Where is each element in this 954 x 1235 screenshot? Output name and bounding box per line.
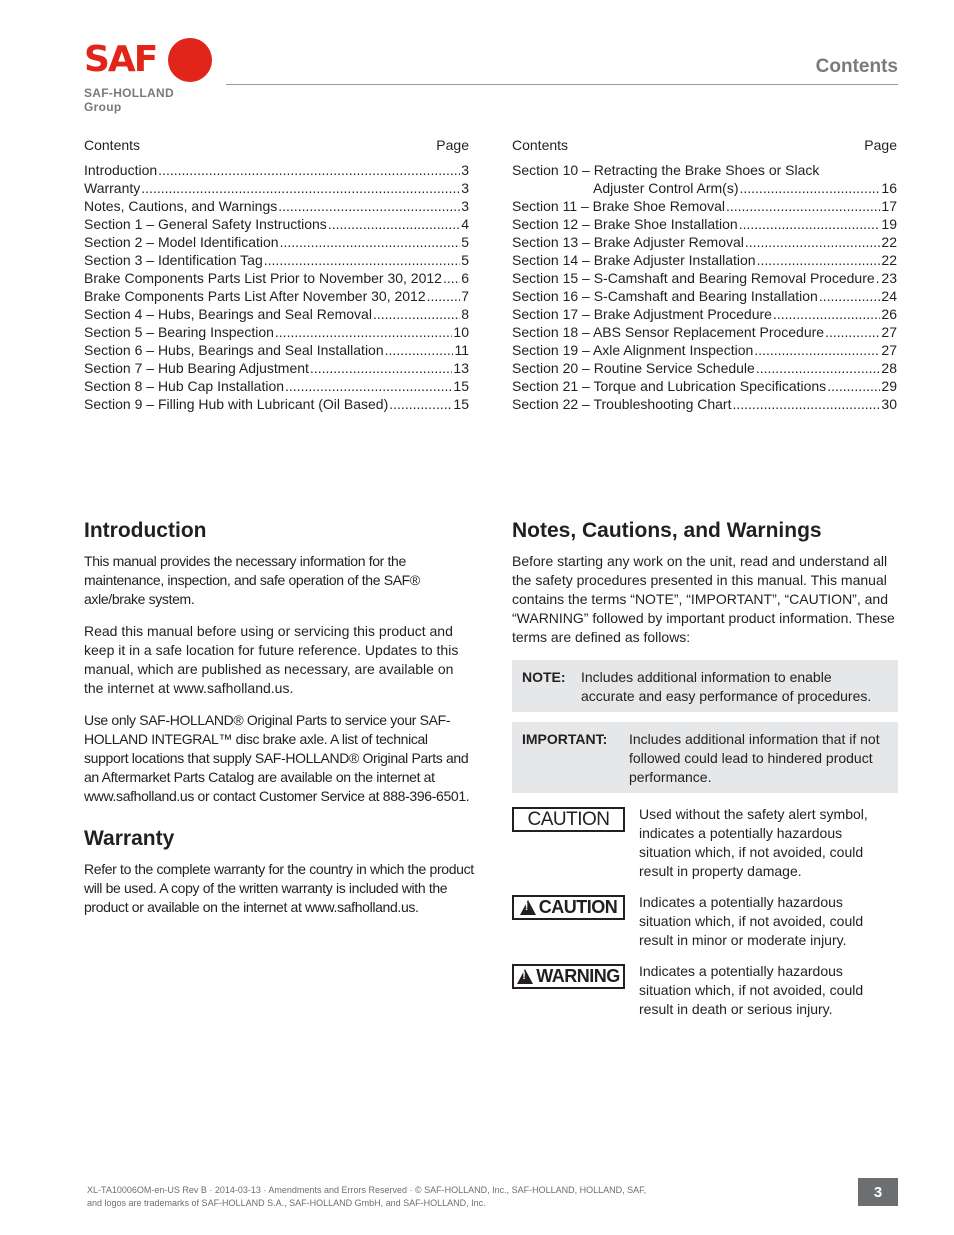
toc-leader-dots <box>754 341 880 359</box>
toc-leader-dots <box>739 215 881 233</box>
toc-leader-dots <box>310 359 453 377</box>
safety-alert-icon <box>517 969 533 984</box>
toc-entry-page: 17 <box>881 198 897 214</box>
toc-entry-label: Section 10 – Retracting the Brake Shoes or Slack <box>512 162 820 178</box>
toc-entry[interactable] <box>512 287 897 305</box>
toc-right <box>512 136 897 413</box>
toc-leader-dots <box>757 251 881 269</box>
toc-entry-label: Brake Components Parts List After November 30, 2012 <box>84 288 426 304</box>
introduction-heading: Introduction <box>84 519 207 542</box>
toc-entry[interactable] <box>84 323 469 341</box>
warning-text: Indicates a potentially hazardous situation which, if not avoided, could result in death or serious injury. <box>639 963 864 1017</box>
caution-alert-label: CAUTION <box>538 897 618 917</box>
toc-entry[interactable] <box>84 359 469 377</box>
toc-entry-page: 8 <box>461 306 469 322</box>
toc-leader-dots <box>756 359 881 377</box>
caution-alert-text: Indicates a potentially hazardous situation which, if not avoided, could result in minor or moderate injury. <box>639 894 864 948</box>
toc-leader-dots <box>876 269 881 287</box>
toc-entry[interactable] <box>512 359 897 377</box>
toc-entry[interactable] <box>84 287 469 305</box>
toc-entry-label: Section 21 – Torque and Lubrication Specifications <box>512 378 827 394</box>
toc-leader-dots <box>739 179 880 197</box>
important-callout <box>512 722 898 793</box>
toc-entry[interactable] <box>84 179 469 197</box>
toc-leader-dots <box>285 377 452 395</box>
toc-entry-label: Section 14 – Brake Adjuster Installation <box>512 252 756 268</box>
toc-entry-label: Notes, Cautions, and Warnings <box>84 198 278 214</box>
toc-left-header <box>84 136 469 154</box>
toc-entry-page: 3 <box>461 198 469 214</box>
toc-leader-dots <box>773 305 880 323</box>
page-number: 3 <box>858 1178 898 1206</box>
toc-entry-label: Section 3 – Identification Tag <box>84 252 263 268</box>
caution-plain-label: CAUTION <box>527 809 610 830</box>
toc-entry[interactable] <box>512 305 897 323</box>
logo-wordmark: SAF <box>84 39 157 80</box>
toc-entry-label: Section 1 – General Safety Instructions <box>84 216 327 232</box>
toc-entry[interactable] <box>84 395 469 413</box>
important-text: Includes additional information that if not followed could lead to hindered product performance. <box>629 731 880 785</box>
caution-plain-badge <box>512 807 625 832</box>
toc-entry-label: Section 11 – Brake Shoe Removal <box>512 198 725 214</box>
toc-entry[interactable] <box>512 269 897 287</box>
toc-leader-dots <box>827 377 880 395</box>
toc-entry[interactable] <box>512 215 897 233</box>
toc-entry-label: Section 8 – Hub Cap Installation <box>84 378 285 394</box>
toc-right-header-label: Contents <box>512 137 569 153</box>
caution-alert-badge <box>512 895 625 920</box>
toc-entry-label: Section 2 – Model Identification <box>84 234 279 250</box>
toc-entry-page: 29 <box>881 378 897 394</box>
toc-entry-label: Section 22 – Troubleshooting Chart <box>512 396 732 412</box>
page-title: Contents <box>815 56 898 77</box>
toc-entry-page: 23 <box>881 270 897 286</box>
toc-entry[interactable] <box>84 161 469 179</box>
footer-line-2: and logos are trademarks of SAF-HOLLAND S.A., SAF-HOLLAND GmbH, and SAF-HOLLAND, Inc. <box>87 1198 486 1208</box>
toc-entry[interactable] <box>512 197 897 215</box>
toc-entry-continuation[interactable] <box>512 179 897 197</box>
footer-line-1: XL-TA10006OM-en-US Rev B · 2014-03-13 · Amendments and Errors Reserved · © SAF-HOLLAND, Inc., SAF-HOLLAND, HOLLAND, SAF, <box>87 1185 647 1195</box>
saf-holland-logo <box>84 38 214 114</box>
toc-leader-dots <box>280 233 461 251</box>
caution-alert-row <box>512 893 898 950</box>
toc-entry[interactable] <box>84 233 469 251</box>
warranty-heading: Warranty <box>84 827 175 850</box>
toc-entry-label: Section 17 – Brake Adjustment Procedure <box>512 306 772 322</box>
toc-entry-label: Section 5 – Bearing Inspection <box>84 324 274 340</box>
toc-entry-page: 13 <box>453 360 469 376</box>
toc-entry[interactable] <box>512 377 897 395</box>
toc-entry[interactable] <box>512 323 897 341</box>
toc-left-header-page: Page <box>436 137 469 153</box>
toc-entry-label: Section 4 – Hubs, Bearings and Seal Removal <box>84 306 372 322</box>
toc-entry-page: 15 <box>453 396 469 412</box>
toc-entry-page: 6 <box>461 270 469 286</box>
toc-entry-label: Warranty <box>84 180 141 196</box>
caution-plain-row <box>512 805 898 881</box>
toc-leader-dots <box>443 269 460 287</box>
toc-leader-dots <box>819 287 881 305</box>
warning-badge <box>512 964 625 989</box>
toc-entry[interactable] <box>84 251 469 269</box>
toc-leader-dots <box>732 395 880 413</box>
toc-entry-label: Section 19 – Axle Alignment Inspection <box>512 342 754 358</box>
note-callout <box>512 660 898 712</box>
important-label: IMPORTANT: <box>522 731 608 747</box>
toc-entry[interactable] <box>84 215 469 233</box>
toc-entry-label: Section 20 – Routine Service Schedule <box>512 360 755 376</box>
toc-entry-label: Section 18 – ABS Sensor Replacement Procedure <box>512 324 825 340</box>
toc-entry-page: 7 <box>461 288 469 304</box>
toc-entry[interactable] <box>84 269 469 287</box>
toc-entry[interactable] <box>84 197 469 215</box>
introduction-paragraph-3: Use only SAF-HOLLAND® Original Parts to service your SAF-HOLLAND INTEGRAL™ disc brake axle. A list of technical support locations that supply SAF-HOLLAND® Original Parts and an Aftermarket Parts Catalog are available on the internet at www.safholland.us or contact Customer Service at 888-396-6501. <box>84 712 470 804</box>
introduction-paragraph-1: This manual provides the necessary information for the maintenance, inspection, and safe operation of the SAF® axle/brake system. <box>84 553 420 607</box>
toc-entry-page: 11 <box>454 342 469 358</box>
toc-left <box>84 136 469 413</box>
note-text: Includes additional information to enable accurate and easy performance of procedures. <box>581 669 872 704</box>
toc-entry-label: Section 12 – Brake Shoe Installation <box>512 216 738 232</box>
toc-entry-page: 30 <box>881 396 897 412</box>
toc-entry-label: Introduction <box>84 162 158 178</box>
toc-leader-dots <box>373 305 460 323</box>
toc-entry-label: Brake Components Parts List Prior to November 30, 2012 <box>84 270 442 286</box>
note-label: NOTE: <box>522 669 566 685</box>
toc-entry-page: 3 <box>461 162 469 178</box>
header-rule <box>226 84 898 85</box>
toc-leader-dots <box>275 323 453 341</box>
toc-entry-page: 24 <box>881 288 897 304</box>
toc-entry-label: Section 15 – S-Camshaft and Bearing Removal Procedure <box>512 270 875 286</box>
logo-red-circle <box>168 38 212 82</box>
toc-entry-page: 27 <box>881 324 897 340</box>
toc-leader-dots <box>141 179 460 197</box>
toc-entry-page: 19 <box>881 216 897 232</box>
toc-entry[interactable] <box>84 341 469 359</box>
toc-leader-dots <box>385 341 454 359</box>
toc-entry-label: Section 16 – S-Camshaft and Bearing Installation <box>512 288 818 304</box>
toc-left-header-label: Contents <box>84 137 141 153</box>
warning-row <box>512 962 898 1019</box>
toc-entry-label: Section 7 – Hub Bearing Adjustment <box>84 360 309 376</box>
notes-paragraph: Before starting any work on the unit, read and understand all the safety procedures presented in this manual. This manual contains the terms “NOTE”, “IMPORTANT”, “CAUTION”, and “WARNING” followed by important product information. These terms are defined as follows: <box>512 553 895 645</box>
toc-entry[interactable] <box>512 251 897 269</box>
notes-heading: Notes, Cautions, and Warnings <box>512 519 822 542</box>
toc-entry-page: 5 <box>461 252 469 268</box>
safety-alert-icon <box>520 900 536 915</box>
introduction-paragraph-2: Read this manual before using or servicing this product and keep it in a safe location for future reference. Updates to this manual, which are published as necessary, are available on the internet at www.safholland.us. <box>84 623 459 696</box>
toc-leader-dots <box>825 323 880 341</box>
toc-entry-page: 3 <box>461 180 469 196</box>
left-column <box>84 518 474 917</box>
toc-entry-page: 15 <box>453 378 469 394</box>
toc-leader-dots <box>158 161 460 179</box>
toc-entry[interactable] <box>512 341 897 359</box>
toc-right-header <box>512 136 897 154</box>
toc-leader-dots <box>745 233 881 251</box>
warning-label: WARNING <box>536 966 620 986</box>
toc-leader-dots <box>278 197 460 215</box>
toc-entry-page: 10 <box>453 324 469 340</box>
caution-plain-text: Used without the safety alert symbol, indicates a potentially hazardous situation which, if not avoided, could result in property damage. <box>639 806 868 879</box>
toc-entry[interactable] <box>512 395 897 413</box>
warranty-paragraph: Refer to the complete warranty for the country in which the product will be used. A copy of the written warranty is included with the product or available on the internet at www.safholland.us. <box>84 861 474 915</box>
toc-entry-page: 16 <box>881 180 897 196</box>
toc-entry[interactable] <box>512 233 897 251</box>
right-column <box>512 518 898 1019</box>
toc-entry-label: Section 6 – Hubs, Bearings and Seal Installation <box>84 342 384 358</box>
toc-entry[interactable] <box>512 161 897 179</box>
logo-subtitle: SAF-HOLLAND Group <box>84 86 174 114</box>
toc-leader-dots <box>264 251 460 269</box>
toc-entry-label: Adjuster Control Arm(s) <box>593 180 739 196</box>
toc-right-header-page: Page <box>864 137 897 153</box>
toc-leader-dots <box>328 215 460 233</box>
toc-entry-page: 22 <box>881 234 897 250</box>
toc-entry[interactable] <box>84 305 469 323</box>
toc-leader-dots <box>427 287 461 305</box>
toc-entry-page: 5 <box>461 234 469 250</box>
toc-entry[interactable] <box>84 377 469 395</box>
toc-entry-label: Section 9 – Filling Hub with Lubricant (Oil Based) <box>84 396 389 412</box>
toc-entry-label: Section 13 – Brake Adjuster Removal <box>512 234 744 250</box>
toc-entry-page: 26 <box>881 306 897 322</box>
toc-entry-page: 28 <box>881 360 897 376</box>
footer-legal <box>87 1184 646 1210</box>
toc-entry-page: 22 <box>881 252 897 268</box>
toc-leader-dots <box>389 395 452 413</box>
toc-entry-page: 4 <box>461 216 469 232</box>
toc-entry-page: 27 <box>881 342 897 358</box>
toc-leader-dots <box>726 197 880 215</box>
